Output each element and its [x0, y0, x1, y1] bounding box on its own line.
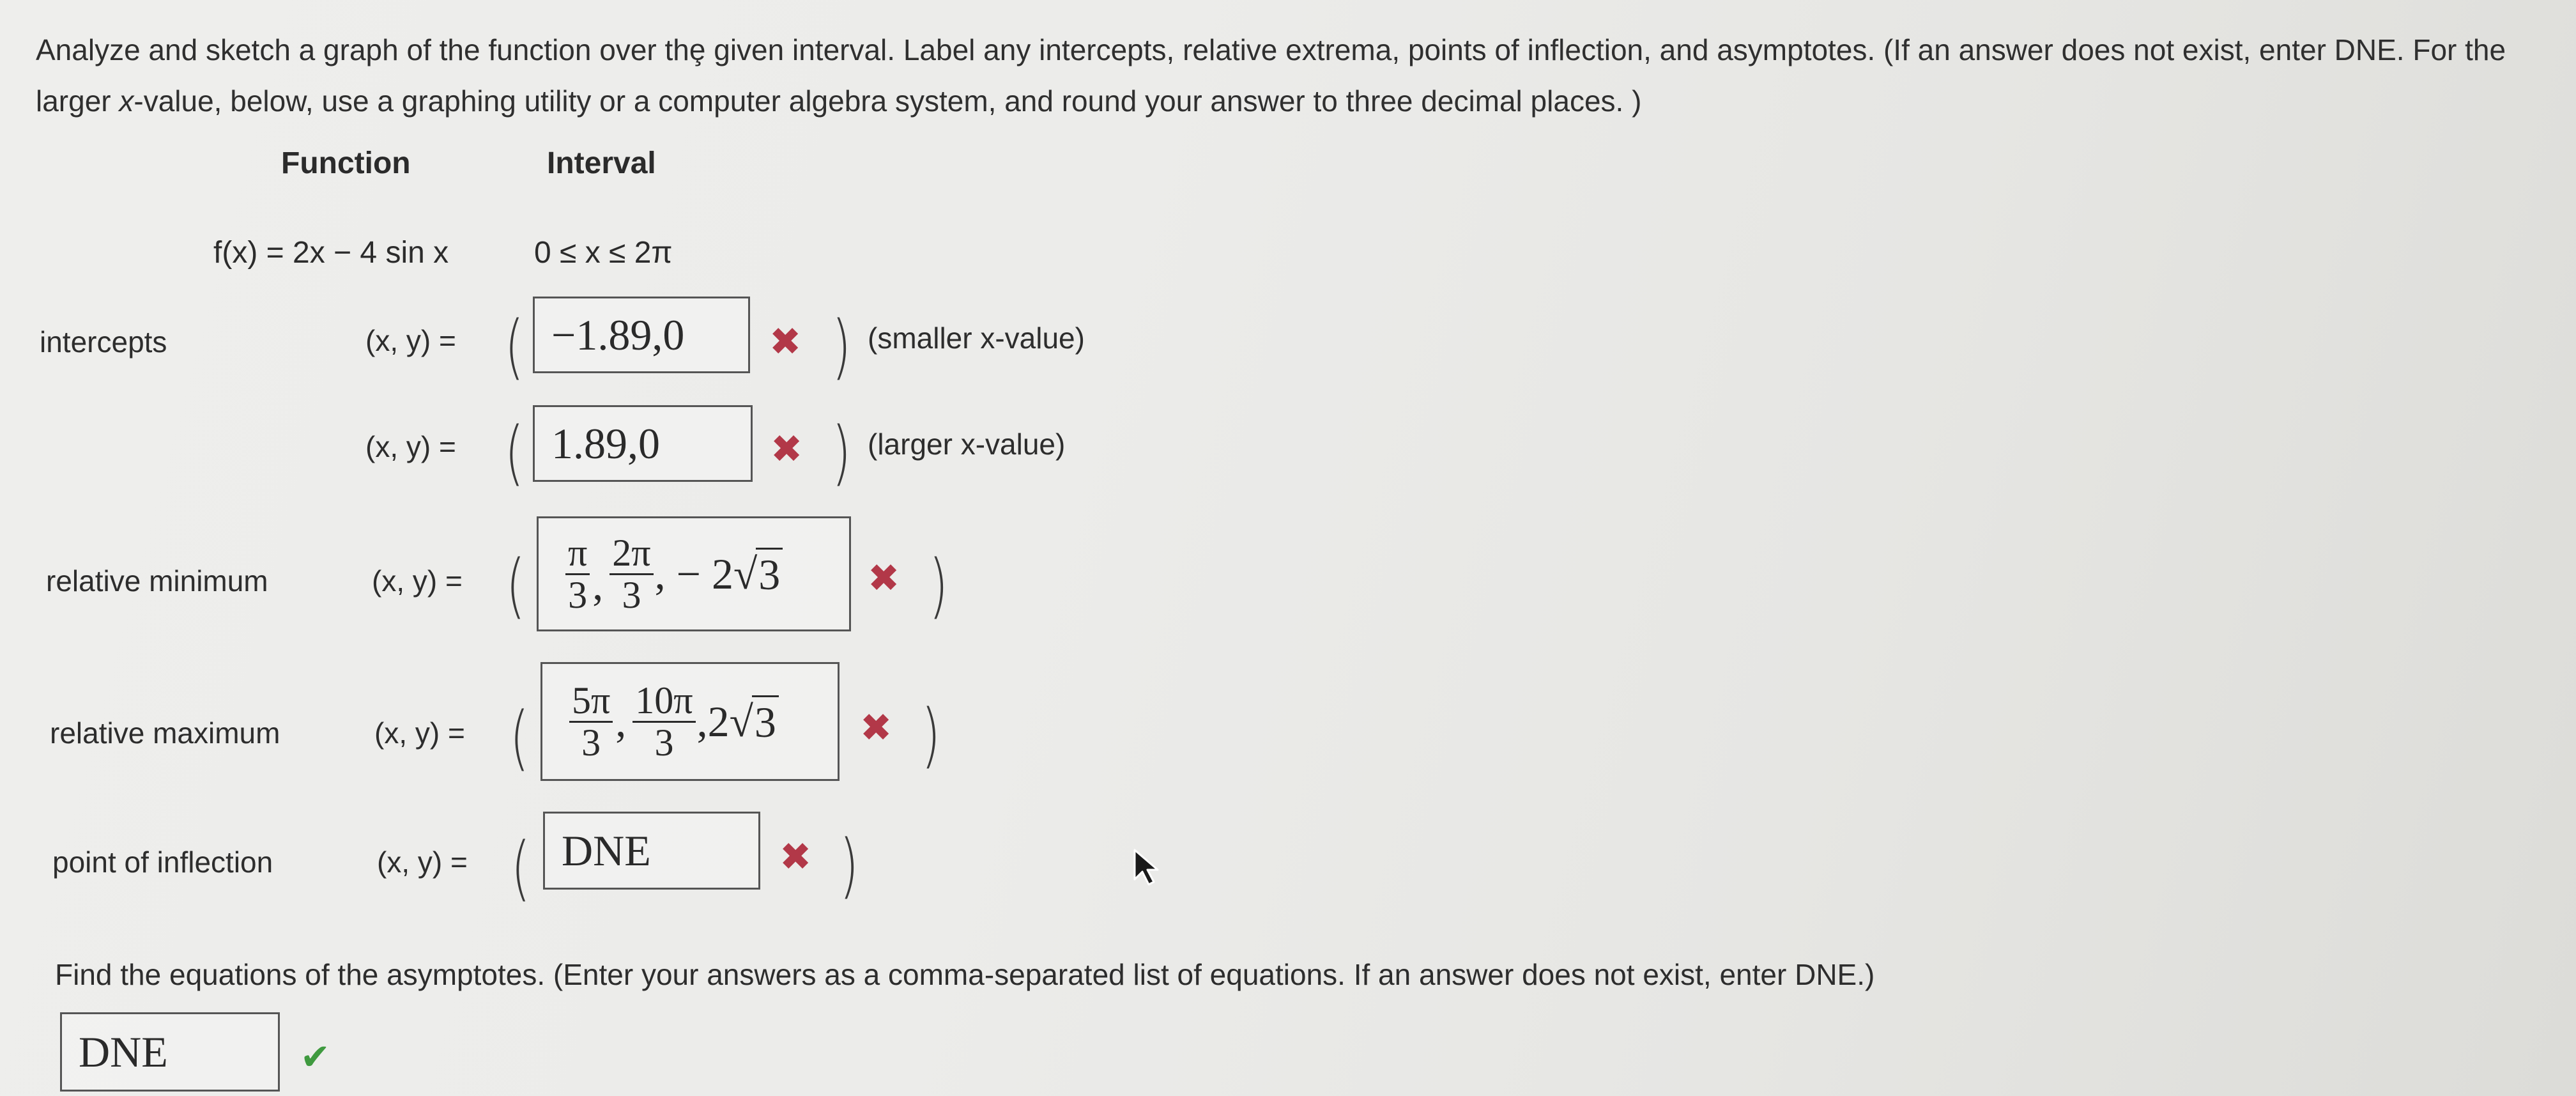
close-paren: ) [832, 305, 852, 387]
asymptote-prompt: Find the equations of the asymptotes. (Enter your answers as a comma-separated list of equations. If an answer does not exist, enter DNE.) [55, 958, 1875, 991]
relative-minimum-label: relative minimum [46, 564, 268, 598]
incorrect-icon: ✖ [779, 835, 812, 879]
xy-label: (x, y) = [365, 324, 456, 357]
incorrect-icon: ✖ [769, 320, 802, 364]
mouse-cursor-icon [1132, 847, 1163, 888]
larger-x-note: (larger x-value) [868, 428, 1066, 461]
incorrect-icon: ✖ [860, 706, 893, 750]
interval-expression: 0 ≤ x ≤ 2π [534, 236, 673, 270]
incorrect-icon: ✖ [770, 427, 803, 472]
intercept-smaller-input[interactable]: −1.89,0 [533, 297, 750, 373]
relative-minimum-input[interactable]: $\frac{\pi}{3}$ , $\frac{2\pi}{3}$ , − 2 √ 3 [537, 516, 851, 631]
function-expression: f(x) = 2x − 4 sin x [213, 236, 449, 270]
smaller-x-note: (smaller x-value) [868, 321, 1085, 355]
point-of-inflection-input[interactable]: DNE [543, 812, 760, 890]
open-paren: ( [510, 697, 530, 778]
fraction: $\frac{2\pi}{3}$ [610, 533, 653, 615]
open-paren: ( [506, 544, 526, 626]
intercept-larger-input[interactable]: 1.89,0 [533, 405, 753, 482]
relative-maximum-input[interactable]: $\frac{5\pi}{3}$ , $\frac{10\pi}{3}$ ,2 √ 3 [540, 662, 839, 781]
close-paren: ) [921, 694, 941, 776]
open-paren: ( [505, 412, 525, 493]
open-paren: ( [511, 827, 531, 909]
instructions-text: Analyze and sketch a graph of the function over thȩ given interval. Label any intercepts, relative extrema, points of inflection, and asymptotes. (If an answer does not exist, enter DNE. For the larger x-value, below, use a graphing utility or a computer algebra system, and round your answer to three decimal places. ) [36, 33, 2506, 118]
asymptotes-input[interactable]: DNE [60, 1012, 280, 1092]
intercepts-label: intercepts [40, 325, 167, 359]
relative-maximum-label: relative maximum [50, 716, 280, 750]
point-of-inflection-label: point of inflection [52, 845, 273, 879]
fraction: $\frac{5\pi}{3}$ [569, 681, 613, 763]
close-paren: ) [929, 544, 949, 626]
fraction: $\frac{10\pi}{3}$ [632, 681, 695, 763]
correct-icon: ✔ [300, 1037, 330, 1078]
xy-label: (x, y) = [365, 430, 456, 463]
xy-label: (x, y) = [372, 564, 463, 598]
function-column-header: Function [281, 146, 411, 180]
incorrect-icon: ✖ [868, 556, 900, 601]
xy-label: (x, y) = [377, 845, 468, 879]
close-paren: ) [839, 824, 859, 906]
xy-label: (x, y) = [374, 716, 465, 750]
open-paren: ( [505, 305, 525, 387]
interval-column-header: Interval [547, 146, 656, 180]
fraction: $\frac{\pi}{3}$ [565, 533, 590, 615]
close-paren: ) [832, 412, 852, 493]
